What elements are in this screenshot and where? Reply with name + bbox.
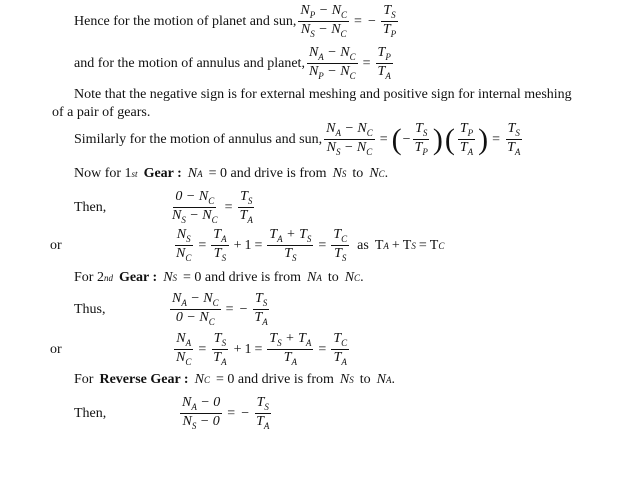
fraction-ts-over-tp-2: $\frac{T_S}{T_P}$ xyxy=(414,121,428,158)
second-gear-line: For 2 nd Gear : N S = 0 and drive is from N A to N C . xyxy=(74,270,364,285)
fraction-ns-over-nc: $\frac{N_S}{N_C}$ xyxy=(176,227,192,264)
fraction-tp-over-ta-2: $\frac{T_P}{T_A}$ xyxy=(459,121,474,158)
equation-annulus-sun: Similarly for the motion of annulus and sun, $\frac{N_A - N_C}{N_S - N_C}$ = ( − $\frac{T_S}{T_P}$ ) ( $\frac{T_P}{T_A}$ ) = $\frac{T_S}{T_A}$ xyxy=(74,121,521,158)
fraction-na-nc-over-ns-nc: $\frac{N_A - N_C}{N_S - N_C}$ xyxy=(326,121,373,158)
reverse-gear-line: For Reverse Gear : N C = 0 and drive is from N S to N A . xyxy=(74,372,395,387)
fraction-ts-over-ta: $\frac{T_S}{T_A}$ xyxy=(507,121,521,158)
fraction-ts-over-ta-3: $\frac{T_S}{T_A}$ xyxy=(213,331,227,368)
or-eq-1: or $\frac{N_S}{N_C}$ = $\frac{T_A}{T_S}$ + 1 = $\frac{T_A + T_S}{T_S}$ = $\frac{T_C}{T_S}$ as T A + T S = T C xyxy=(50,227,445,264)
fraction-tc-over-ta: $\frac{T_C}{T_A}$ xyxy=(333,331,348,368)
fraction-na-nc-over-0-nc: $\frac{N_A - N_C}{0 - N_C}$ xyxy=(172,291,219,328)
text-planet-sun: Hence for the motion of planet and sun, xyxy=(74,13,297,29)
fraction-ts-plus-ta-over-ta: $\frac{T_S + T_A}{T_A}$ xyxy=(269,331,312,368)
text-annulus-sun: Similarly for the motion of annulus and sun, xyxy=(74,131,323,147)
text-annulus-planet: and for the motion of annulus and planet, xyxy=(74,55,305,71)
fraction-na-over-nc: $\frac{N_A}{N_C}$ xyxy=(176,331,192,368)
thus-eq: Thus, $\frac{N_A - N_C}{0 - N_C}$ = − $\frac{T_S}{T_A}$ xyxy=(74,291,268,328)
fraction-ts-over-ta-2nd: $\frac{T_S}{T_A}$ xyxy=(254,291,268,328)
fraction-ts-over-tp: $\frac{T_S}{T_P}$ xyxy=(382,3,397,40)
note-line-2: of a pair of gears. xyxy=(52,105,151,120)
fraction-na-0-over-ns-0: $\frac{N_A - 0}{N_S - 0}$ xyxy=(182,395,221,432)
fraction-na-nc-over-np-nc: $\frac{N_A - N_C}{N_P - N_C}$ xyxy=(308,45,356,82)
fraction-ts-over-ta-rev: $\frac{T_S}{T_A}$ xyxy=(256,395,270,432)
equation-planet-sun: Hence for the motion of planet and sun, $\frac{N_P - N_C}{N_S - N_C}$ = − $\frac{T_S}{T_P}$ xyxy=(74,3,397,40)
note-line-1: Note that the negative sign is for external meshing and positive sign for internal meshing xyxy=(74,87,572,102)
note-paragraph xyxy=(52,86,628,122)
fraction-ta-over-ts: $\frac{T_A}{T_S}$ xyxy=(213,227,227,264)
fraction-tp-over-ta: $\frac{T_P}{T_A}$ xyxy=(377,45,391,82)
fraction-np-nc-over-ns-nc: $\frac{N_P - N_C}{N_S - N_C}$ xyxy=(300,3,348,40)
or-eq-2: or $\frac{N_A}{N_C}$ = $\frac{T_S}{T_A}$ + 1 = $\frac{T_S + T_A}{T_A}$ = $\frac{T_C}{T_A}$ xyxy=(50,331,348,368)
then-eq-reverse: Then, $\frac{N_A - 0}{N_S - 0}$ = − $\frac{T_S}{T_A}$ xyxy=(74,395,270,432)
then-eq-1: Then, $\frac{0 - N_C}{N_S - N_C}$ = $\frac{T_S}{T_A}$ xyxy=(74,189,253,226)
first-gear-line: Now for 1 st Gear : N A = 0 and drive is from N S to N C . xyxy=(74,166,389,181)
fraction-tc-over-ts: $\frac{T_C}{T_S}$ xyxy=(333,227,348,264)
equation-annulus-planet: and for the motion of annulus and planet, $\frac{N_A - N_C}{N_P - N_C}$ = $\frac{T_P}{T_A}$ xyxy=(74,45,391,82)
fraction-ta-plus-ts-over-ts: $\frac{T_A + T_S}{T_S}$ xyxy=(269,227,312,264)
fraction-ts-over-ta-1: $\frac{T_S}{T_A}$ xyxy=(239,189,253,226)
fraction-0-nc-over-ns-nc: $\frac{0 - N_C}{N_S - N_C}$ xyxy=(172,189,218,226)
